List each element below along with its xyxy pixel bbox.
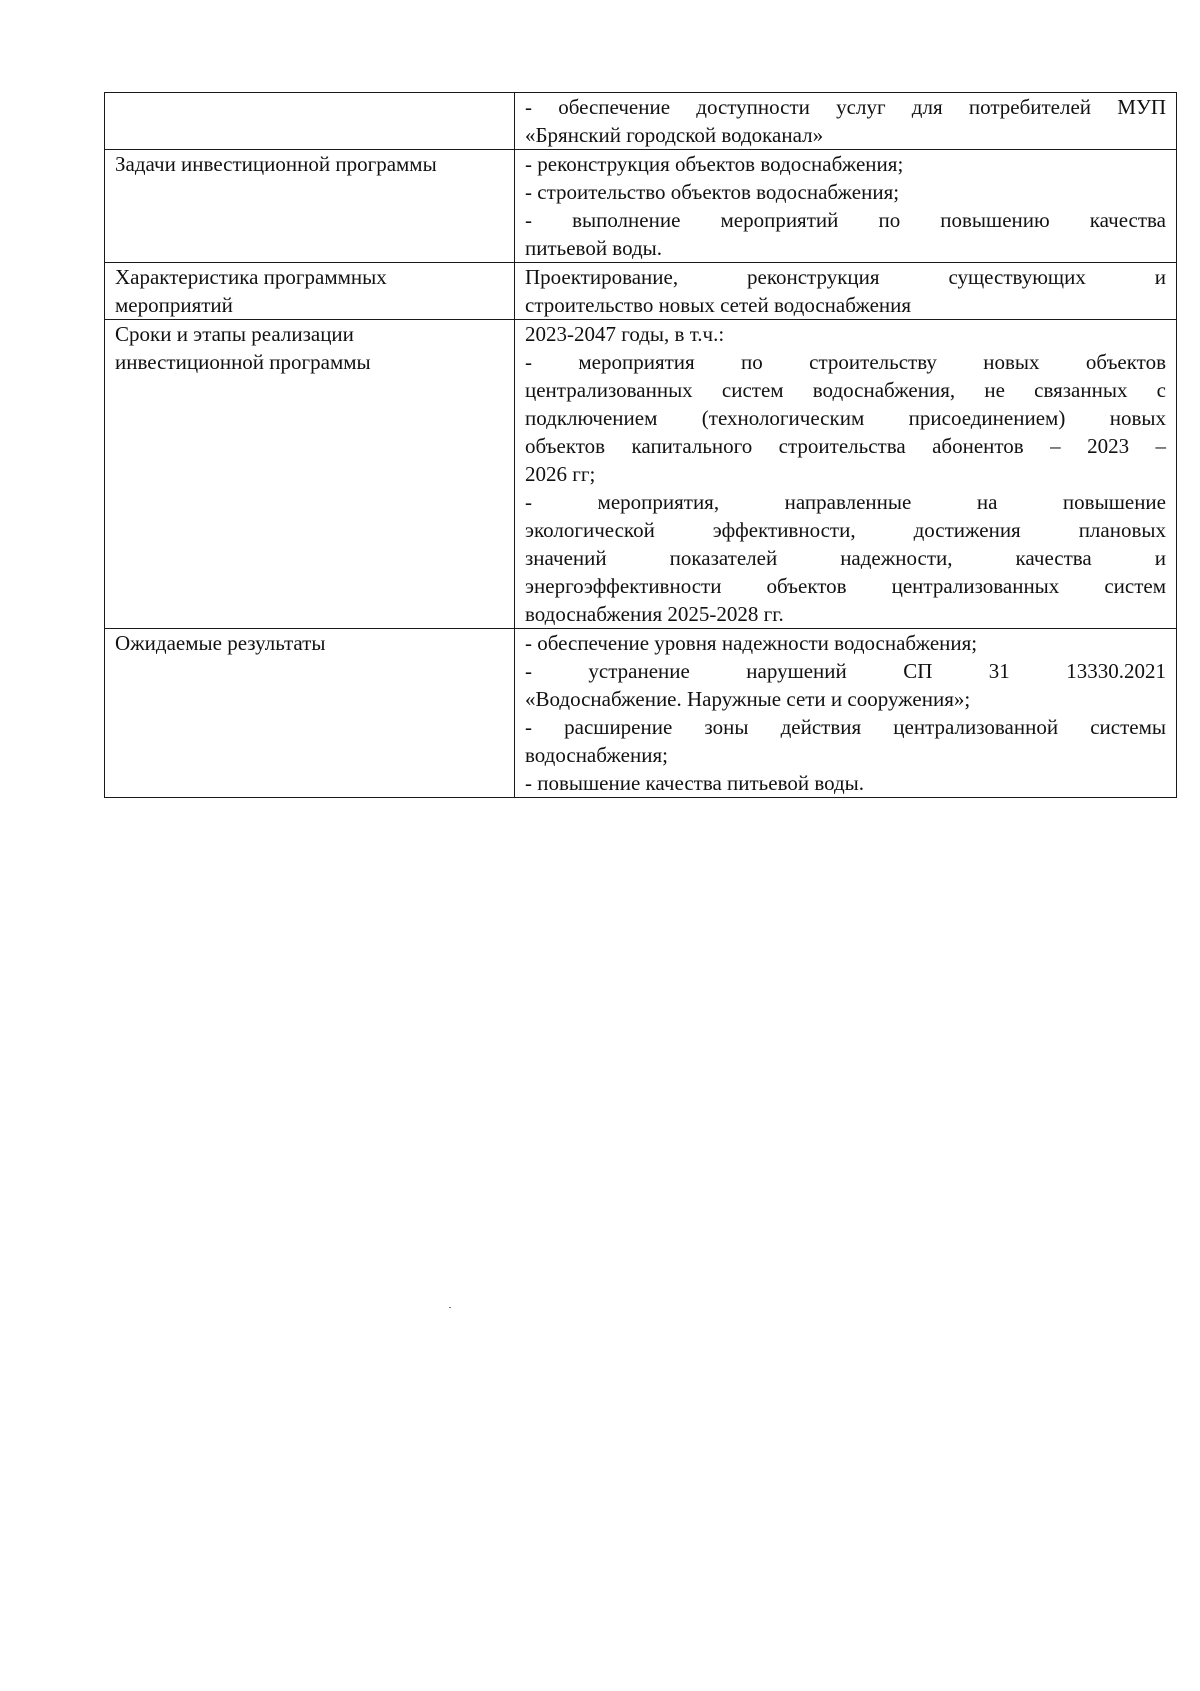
- content-line: водоснабжения;: [525, 743, 668, 767]
- content-line: значений показателей надежности, качества и: [525, 546, 1166, 570]
- table-row: [105, 629, 1177, 798]
- row-content: [515, 629, 1177, 798]
- row-label: Сроки и этапы реализации инвестиционной программы: [105, 320, 515, 629]
- content-line: - выполнение мероприятий по повышению качества: [525, 208, 1166, 232]
- row-label: Характеристика программных мероприятий: [105, 263, 515, 320]
- row-content: [515, 263, 1177, 320]
- table-row: [105, 93, 1177, 150]
- content-line: экологической эффективности, достижения плановых: [525, 518, 1166, 542]
- content-line: 2026 гг;: [525, 462, 596, 486]
- table-row: [105, 320, 1177, 629]
- content-line: - мероприятия по строительству новых объектов: [525, 350, 1166, 374]
- table-row: [105, 263, 1177, 320]
- content-line: - реконструкция объектов водоснабжения;: [525, 152, 904, 176]
- content-line: водоснабжения 2025-2028 гг.: [525, 602, 784, 626]
- content-line: - обеспечение уровня надежности водоснабжения;: [525, 631, 978, 655]
- content-line: «Брянский городской водоканал»: [525, 123, 824, 147]
- content-line: 2023-2047 годы, в т.ч.:: [525, 322, 725, 346]
- row-label: [105, 93, 515, 150]
- content-line: питьевой воды.: [525, 236, 663, 260]
- row-content: [515, 150, 1177, 263]
- content-line: - мероприятия, направленные на повышение: [525, 490, 1166, 514]
- content-line: - расширение зоны действия централизованной системы: [525, 715, 1166, 739]
- scan-speck: [449, 1307, 451, 1308]
- content-line: объектов капитального строительства абонентов – 2023 –: [525, 434, 1166, 458]
- row-label: Ожидаемые результаты: [105, 629, 515, 798]
- content-line: энергоэффективности объектов централизованных систем: [525, 574, 1166, 598]
- content-line: - устранение нарушений СП 31 13330.2021: [525, 659, 1166, 683]
- row-content: [515, 320, 1177, 629]
- content-line: подключением (технологическим присоединением) новых: [525, 406, 1166, 430]
- content-line: - строительство объектов водоснабжения;: [525, 180, 900, 204]
- content-line: - повышение качества питьевой воды.: [525, 771, 865, 795]
- content-line: - обеспечение доступности услуг для потребителей МУП: [525, 95, 1166, 119]
- table-row: [105, 150, 1177, 263]
- content-line: централизованных систем водоснабжения, не связанных с: [525, 378, 1166, 402]
- row-content: [515, 93, 1177, 150]
- content-line: «Водоснабжение. Наружные сети и сооружения»;: [525, 687, 971, 711]
- investment-program-table: [104, 92, 1177, 798]
- content-line: Проектирование, реконструкция существующих и: [525, 265, 1166, 289]
- content-line: строительство новых сетей водоснабжения: [525, 293, 912, 317]
- row-label: Задачи инвестиционной программы: [105, 150, 515, 263]
